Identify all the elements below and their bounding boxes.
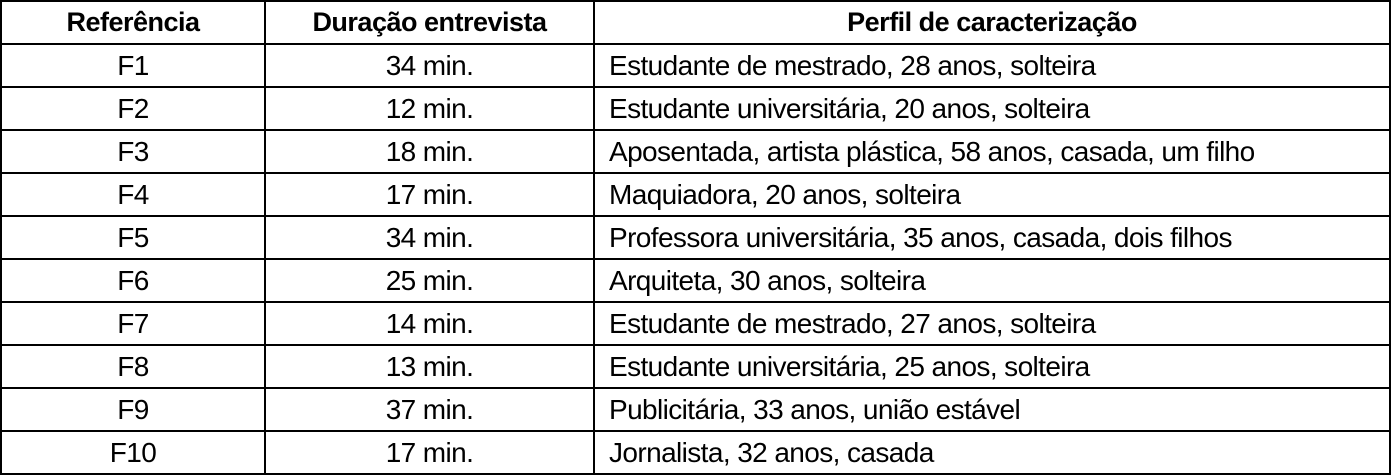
cell-duracao: 17 min.: [265, 431, 594, 474]
cell-referencia: F4: [1, 173, 265, 216]
column-header-duracao: Duração entrevista: [265, 1, 594, 44]
cell-referencia: F6: [1, 259, 265, 302]
column-header-referencia: Referência: [1, 1, 265, 44]
table-row: [1, 173, 1390, 216]
cell-referencia: F10: [1, 431, 265, 474]
cell-perfil: Arquiteta, 30 anos, solteira: [594, 259, 1390, 302]
cell-duracao: 37 min.: [265, 388, 594, 431]
table-row: [1, 44, 1390, 87]
cell-perfil: Estudante de mestrado, 28 anos, solteira: [594, 44, 1390, 87]
table-row: [1, 87, 1390, 130]
cell-duracao: 18 min.: [265, 130, 594, 173]
table-row: [1, 388, 1390, 431]
table-row: [1, 345, 1390, 388]
cell-referencia: F3: [1, 130, 265, 173]
cell-perfil: Publicitária, 33 anos, união estável: [594, 388, 1390, 431]
cell-referencia: F9: [1, 388, 265, 431]
cell-referencia: F1: [1, 44, 265, 87]
cell-duracao: 25 min.: [265, 259, 594, 302]
cell-referencia: F7: [1, 302, 265, 345]
cell-referencia: F2: [1, 87, 265, 130]
column-header-perfil: Perfil de caracterização: [594, 1, 1390, 44]
header-row: [1, 1, 1390, 44]
table-row: [1, 259, 1390, 302]
table-row: [1, 216, 1390, 259]
cell-perfil: Aposentada, artista plástica, 58 anos, casada, um filho: [594, 130, 1390, 173]
table-body: [1, 44, 1390, 474]
cell-perfil: Estudante de mestrado, 27 anos, solteira: [594, 302, 1390, 345]
cell-duracao: 34 min.: [265, 44, 594, 87]
cell-duracao: 12 min.: [265, 87, 594, 130]
cell-perfil: Estudante universitária, 25 anos, solteira: [594, 345, 1390, 388]
cell-perfil: Maquiadora, 20 anos, solteira: [594, 173, 1390, 216]
cell-duracao: 17 min.: [265, 173, 594, 216]
cell-duracao: 34 min.: [265, 216, 594, 259]
cell-referencia: F8: [1, 345, 265, 388]
cell-perfil: Jornalista, 32 anos, casada: [594, 431, 1390, 474]
cell-perfil: Professora universitária, 35 anos, casada, dois filhos: [594, 216, 1390, 259]
cell-duracao: 13 min.: [265, 345, 594, 388]
cell-duracao: 14 min.: [265, 302, 594, 345]
table-row: [1, 130, 1390, 173]
cell-perfil: Estudante universitária, 20 anos, solteira: [594, 87, 1390, 130]
cell-referencia: F5: [1, 216, 265, 259]
table-row: [1, 302, 1390, 345]
table-header: [1, 1, 1390, 44]
